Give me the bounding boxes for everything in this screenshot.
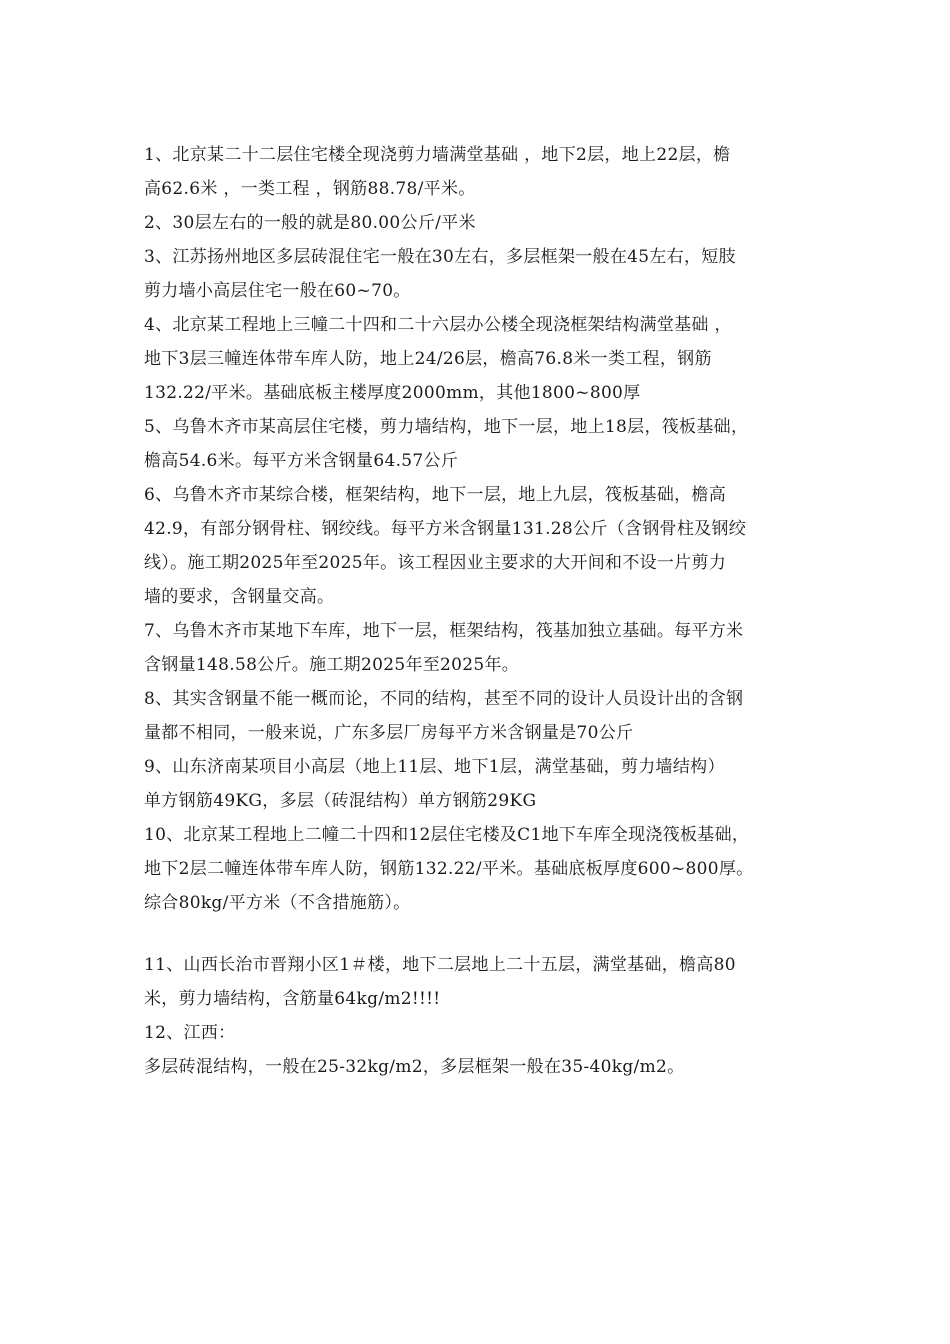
text-line: 5、乌鲁木齐市某高层住宅楼，剪力墙结构，地下一层，地上18层，筏板基础， <box>144 417 749 437</box>
list-item <box>144 138 816 206</box>
text-line: 剪力墙小高层住宅一般在60~70。 <box>144 281 411 301</box>
text-line: 高62.6米 ，一类工程 ，钢筋88.78/平米。 <box>144 179 476 199</box>
text-line: 11、山西长治市晋翔小区1＃楼，地下二层地上二十五层，满堂基础，檐高80 <box>144 955 736 975</box>
text-line: 含钢量148.58公斤。施工期2025年至2025年。 <box>144 655 520 675</box>
list-item <box>144 614 816 682</box>
text-line: 檐高54.6米。每平方米含钢量64.57公斤 <box>144 451 459 471</box>
text-line: 132.22/平米。基础底板主楼厚度2000mm，其他1800~800厚 <box>144 383 641 403</box>
text-line: 单方钢筋49KG，多层（砖混结构）单方钢筋29KG <box>144 791 537 811</box>
text-line: 多层砖混结构，一般在25-32kg/m2，多层框架一般在35-40kg/m2。 <box>144 1057 685 1077</box>
text-line: 地下2层二幢连体带车库人防，钢筋132.22/平米。基础底板厚度600~800厚。 <box>144 859 754 879</box>
paragraph-gap <box>144 920 816 948</box>
text-line: 1、北京某二十二层住宅楼全现浇剪力墙满堂基础 ，地下2层，地上22层，檐 <box>144 145 731 165</box>
text-line: 量都不相同，一般来说，广东多层厂房每平方米含钢量是70公斤 <box>144 723 634 743</box>
list-item <box>144 750 816 818</box>
list-item <box>144 308 816 410</box>
text-line: 7、乌鲁木齐市某地下车库，地下一层，框架结构，筏基加独立基础。每平方米 <box>144 621 744 641</box>
list-item <box>144 948 816 1016</box>
text-line: 10、北京某工程地上二幢二十四和12层住宅楼及C1地下车库全现浇筏板基础， <box>144 825 750 845</box>
text-line: 3、江苏扬州地区多层砖混住宅一般在30左右，多层框架一般在45左右，短肢 <box>144 247 736 267</box>
text-line: 线）。施工期2025年至2025年。该工程因业主要求的大开间和不设一片剪力 <box>144 553 727 573</box>
text-line: 8、其实含钢量不能一概而论，不同的结构，甚至不同的设计人员设计出的含钢 <box>144 689 744 709</box>
list-item <box>144 818 816 920</box>
text-line: 42.9，有部分钢骨柱、钢绞线。每平方米含钢量131.28公斤（含钢骨柱及钢绞 <box>144 519 747 539</box>
text-line: 4、北京某工程地上三幢二十四和二十六层办公楼全现浇框架结构满堂基础 ， <box>144 315 732 335</box>
text-line: 9、山东济南某项目小高层（地上11层、地下1层，满堂基础，剪力墙结构） <box>144 757 725 777</box>
list-item <box>144 206 816 240</box>
list-item <box>144 478 816 614</box>
text-line: 地下3层三幢连体带车库人防，地上24/26层，檐高76.8米一类工程，钢筋 <box>144 349 712 369</box>
list-item <box>144 1016 816 1084</box>
list-item <box>144 410 816 478</box>
text-line: 米，剪力墙结构，含筋量64kg/m2!!!! <box>144 989 441 1009</box>
text-line: 12、江西： <box>144 1023 236 1043</box>
text-line: 2、30层左右的一般的就是80.00公斤/平米 <box>144 213 476 233</box>
text-line: 墙的要求，含钢量交高。 <box>144 587 335 607</box>
list-item <box>144 240 816 308</box>
list-item <box>144 682 816 750</box>
document-body <box>144 138 816 1084</box>
text-line: 综合80kg/平方米（不含措施筋）。 <box>144 893 411 913</box>
text-line: 6、乌鲁木齐市某综合楼，框架结构，地下一层，地上九层，筏板基础，檐高 <box>144 485 727 505</box>
